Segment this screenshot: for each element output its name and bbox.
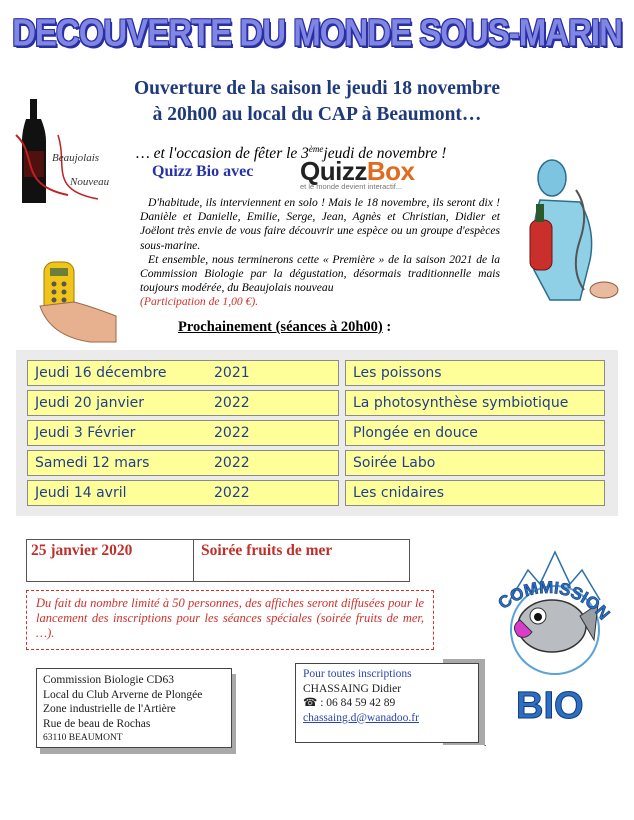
table-row [27,390,605,416]
phone-icon: ☎ [303,697,321,709]
address-box [36,668,232,748]
row-date: Jeudi 20 janvier [35,395,144,411]
address-line-3: Zone industrielle de l'Artière [43,703,176,715]
address-line-4: Rue de beau de Rochas [43,717,151,730]
occasion-line: … et l'occasion de fêter le 3èmejeudi de novembre ! [136,144,447,163]
beaujolais-bottle-image [8,95,128,215]
contact-box [295,663,479,743]
page-title: DECOUVERTE DU MONDE SOUS-MARIN [12,11,622,54]
row-year: 2022 [214,395,250,411]
contact-phone-row: ☎ : 06 84 59 42 89 [303,697,396,709]
table-row [27,420,605,446]
row-topic: Soirée Labo [345,450,605,476]
row-year: 2021 [214,365,250,381]
address-line-1: Commission Biologie CD63 [43,674,174,686]
address-line-5: 63110 BEAUMONT [43,733,123,743]
nouveau-word: Nouveau [70,176,110,188]
commission-bio-logo [480,540,630,730]
row-date: Jeudi 3 Février [35,425,136,441]
row-date: Samedi 12 mars [35,455,150,471]
remote-hand-image [30,256,120,346]
contact-line-1: Pour toutes inscriptions [303,668,412,680]
special-date: 25 janvier 2020 [31,542,133,559]
participation-note: (Participation de 1,00 €). [140,295,259,309]
contact-email-link[interactable]: chassaing.d@wanadoo.fr [303,711,419,724]
row-year: 2022 [214,455,250,471]
row-topic: Plongée en douce [345,420,605,446]
row-date: Jeudi 14 avril [35,485,127,501]
schedule-heading: Prochainement (séances à 20h00) : [178,319,392,335]
diver-image [510,150,625,310]
quizz-label: Quizz Bio avec [152,163,254,180]
intro-p2: Et ensemble, nous terminerons cette « Première » de la saison 2021 de la Commission Biologie par la dégustation, désormais traditionnelle mais toujours modérée, du Beaujolais nouveau [140,252,500,295]
special-title: Soirée fruits de mer [201,542,333,559]
row-topic: Les poissons [345,360,605,386]
beaujolais-word: Beaujolais [52,152,100,164]
table-row [27,360,605,386]
intro-paragraph [140,196,500,310]
row-topic: Les cnidaires [345,480,605,506]
intro-p1: D'habitude, ils interviennent en solo ! Mais le 18 novembre, ils seront dix ! Danièle et Danielle, Emilie, Serge, Jean, Agnès et Christian, Didier et Joëlont très envie de vous faire découvrir une espèce ou un groupe d'espèces sous-marine. [140,196,500,252]
contact-name: CHASSAING Didier [303,682,402,695]
special-event-box [26,539,410,582]
quizzbox-logo: QuizzBox et le monde devient interactif... [300,156,415,191]
special-divider [193,540,194,581]
row-topic: La photosynthèse symbiotique [345,390,605,416]
row-date: Jeudi 16 décembre [35,365,167,381]
logo-bio-text: BIO [516,685,584,727]
opening-line-1: Ouverture de la saison le jeudi 18 novembre [134,78,500,99]
logo-arc-text: COMMISSION [494,577,614,624]
table-row [27,450,605,476]
table-row [27,480,605,506]
address-line-2: Local du Club Arverne de Plongée [43,688,203,701]
registration-notice: Du fait du nombre limité à 50 personnes, des affiches seront diffusées pour le lancement des inscriptions pour les séances spéciales (soirée fruits de mer, …). [26,590,434,650]
row-year: 2022 [214,485,250,501]
stray-dot: . [484,738,487,748]
row-year: 2022 [214,425,250,441]
schedule-table [16,350,618,516]
opening-line-2: à 20h00 au local du CAP à Beaumont… [152,104,482,125]
